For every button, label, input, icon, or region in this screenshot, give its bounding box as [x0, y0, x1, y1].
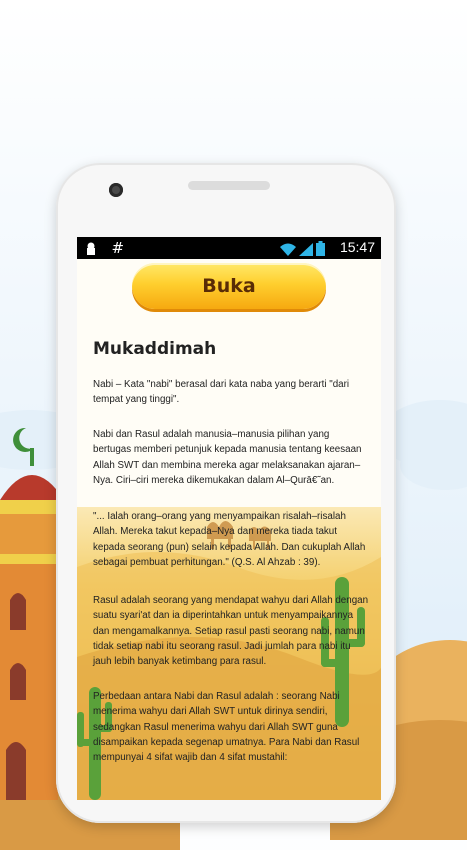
signal-icon [299, 243, 313, 256]
article-paragraph: Nabi dan Rasul adalah manusia–manusia pilihan yang bertugas memberi petunjuk kepada manusia tentang keesaan Allah SWT dan membina mereka agar melaksanakan ajaran–Nya. Ciri–ciri mereka dikemukakan dalam Al–Qurā€˜an. [93, 429, 362, 486]
status-left-icons [85, 239, 124, 257]
app-content [77, 259, 381, 800]
wifi-icon [280, 243, 296, 256]
article-paragraph: Nabi – Kata "nabi" berasal dari kata naba yang berarti "dari tempat yang tinggi". [93, 379, 350, 406]
front-camera [109, 183, 123, 197]
article-paragraph: Rasul adalah seorang yang mendapat wahyu dari Allah dengan suatu syari'at dan ia diperintahkan untuk menyampaikannya dan mengamalkannya. Setiap rasul pasti seorang nabi, namun tidak setiap nabi itu seorang rasul. Jadi jumlah para nabi itu jauh lebih banyak ketimbang para rasul. [93, 595, 369, 668]
article-paragraph: "... Ialah orang–orang yang menyampaikan risalah–risalah Allah. Mereka takut kepada–Nya dan mereka tiada takut kepada seorang (pun) selain kepada Allah. Dan cukuplah Allah sebagai pembuat perhitungan." (Q.S. Al Ahzab : 39). [93, 511, 366, 568]
hash-icon: # [111, 239, 125, 257]
buka-button[interactable]: Buka [132, 263, 326, 309]
lock-icon [85, 241, 97, 255]
article-title: Mukaddimah [93, 339, 217, 359]
status-time: 15:47 [339, 239, 375, 255]
battery-icon [316, 241, 325, 256]
status-right-icons [280, 241, 325, 256]
phone-screen [77, 237, 381, 800]
earpiece-speaker [188, 181, 270, 190]
status-bar [77, 237, 381, 259]
article-paragraph: Perbedaan antara Nabi dan Rasul adalah : seorang Nabi menerima wahyu dari Allah SWT untuk dirinya sendiri, sedangkan Rasul menerima wahyu dari Allah SWT guna disampaikan kepada segenap umatnya. Para Nabi dan Rasul mempunyai 4 sifat wajib dan 4 sifat mustahil: [93, 691, 360, 764]
